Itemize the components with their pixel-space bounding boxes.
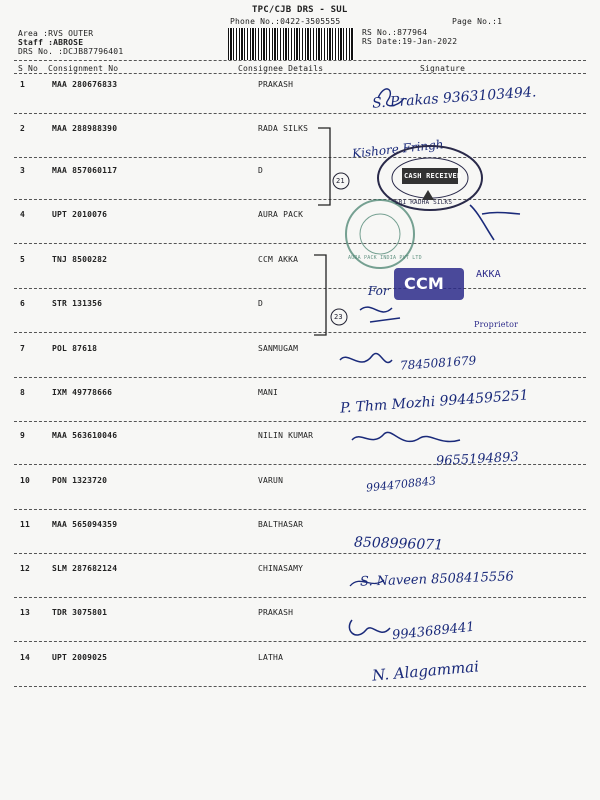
row-consignment-no: MAA 280676833	[52, 80, 118, 89]
row-consignee: D	[258, 299, 264, 308]
page-number: Page No.:1	[452, 17, 503, 26]
circle-21-text: 21	[336, 177, 345, 185]
row-sno: 7	[20, 344, 26, 353]
cash-received-text: CASH RECEIVED	[404, 172, 462, 180]
row-handwritten-signature: 9944708843	[365, 474, 437, 495]
row-sno: 12	[20, 564, 31, 573]
area-label: Area :RVS OUTER	[18, 29, 94, 38]
row-sno: 1	[20, 80, 26, 89]
row-sno: 3	[20, 166, 26, 175]
row-handwritten-signature: S. Naveen 8508415556	[359, 569, 514, 590]
signature-row6	[360, 307, 400, 322]
row-consignee: BALTHASAR	[258, 520, 304, 529]
col-consignee-header: Consignee Details	[238, 64, 324, 73]
row-sno: 4	[20, 210, 26, 219]
staff-label: Staff :ABROSE	[18, 38, 84, 47]
row-consignment-no: STR 131356	[52, 299, 103, 308]
bracket-rows-5-6	[314, 255, 326, 335]
row-handwritten-signature: N. Alagammai	[371, 657, 480, 685]
row-sno: 9	[20, 431, 26, 440]
row-consignment-no: POL 87618	[52, 344, 98, 353]
aura-pack-stamp-inner	[360, 214, 400, 254]
row-handwritten-signature: 9943689441	[391, 619, 476, 644]
row-sno: 11	[20, 520, 31, 529]
row-consignee: CCM AKKA	[258, 255, 299, 264]
row-consignment-no: UPT 2010076	[52, 210, 108, 219]
row-consignment-no: MAA 288988390	[52, 124, 118, 133]
row-consignee: RADA SILKS	[258, 124, 309, 133]
bracket-rows-2-4	[318, 128, 330, 205]
proprietor-text: Proprietor	[474, 320, 519, 329]
row-handwritten-signature: 9655194893	[435, 449, 520, 470]
row-consignee: SANMUGAM	[258, 344, 299, 353]
row-consignment-no: TDR 3075801	[52, 608, 108, 617]
signature-row1	[378, 89, 404, 106]
row-consignee: PRAKASH	[258, 608, 294, 617]
col-signature-header: Signature	[420, 64, 466, 73]
row-consignment-no: MAA 563610046	[52, 431, 118, 440]
akka-text: AKKA	[476, 269, 501, 280]
signature-row13	[349, 620, 390, 635]
row-consignment-no: TNJ 8500282	[52, 255, 108, 264]
row-consignee: NILIN KUMAR	[258, 431, 314, 440]
sheet-title: TPC/CJB DRS - SUL	[252, 5, 348, 15]
row-consignment-no: SLM 287682124	[52, 564, 118, 573]
row-sno: 10	[20, 476, 31, 485]
radha-silks-text: SRI RADHA SILKS	[395, 199, 453, 206]
row-handwritten-signature: Kishore Fringh	[351, 137, 445, 161]
row-consignee: LATHA	[258, 653, 284, 662]
row-consignee: VARUN	[258, 476, 284, 485]
row-consignment-no: PON 1323720	[52, 476, 108, 485]
ccm-logo-text: CCM	[404, 274, 445, 293]
col-consignment-header: Consignment No	[48, 64, 119, 73]
row-handwritten-signature: S. Prakas 9363103494.	[371, 84, 537, 112]
row-consignee: PRAKASH	[258, 80, 294, 89]
for-label: For	[368, 284, 389, 298]
col-sno-header: S No	[18, 64, 39, 73]
row-consignment-no: IXM 49778666	[52, 388, 113, 397]
row-handwritten-signature: 7845081679	[399, 353, 477, 373]
row-sno: 14	[20, 653, 31, 662]
row-handwritten-signature: P. Thm Mozhi 9944595251	[339, 387, 530, 417]
row-handwritten-signature: 8508996071	[353, 534, 444, 554]
row-sno: 5	[20, 255, 26, 264]
row-consignment-no: MAA 565094359	[52, 520, 118, 529]
row-consignee: MANI	[258, 388, 279, 397]
drs-number: DRS No. :DCJB87796401	[18, 47, 124, 56]
row-sno: 13	[20, 608, 31, 617]
signature-row12	[350, 580, 384, 586]
row-sno: 6	[20, 299, 26, 308]
circle-23-text: 23	[334, 313, 343, 321]
row-consignee: D	[258, 166, 264, 175]
row-sno: 8	[20, 388, 26, 397]
row-consignment-no: UPT 2009025	[52, 653, 108, 662]
row-sno: 2	[20, 124, 26, 133]
rs-number: RS No.:877964	[362, 28, 428, 37]
rs-date: RS Date:19-Jan-2022	[362, 37, 458, 46]
signature-row9	[352, 432, 460, 441]
phone-number: Phone No.:0422-3505555	[230, 17, 341, 26]
signature-row4	[470, 205, 520, 240]
row-consignee: CHINASAMY	[258, 564, 304, 573]
signature-row7	[340, 354, 392, 363]
row-consignee: AURA PACK	[258, 210, 304, 219]
row-consignment-no: MAA 857060117	[52, 166, 118, 175]
aura-pack-text: AURA PACK INDIA PVT LTD	[348, 255, 422, 261]
